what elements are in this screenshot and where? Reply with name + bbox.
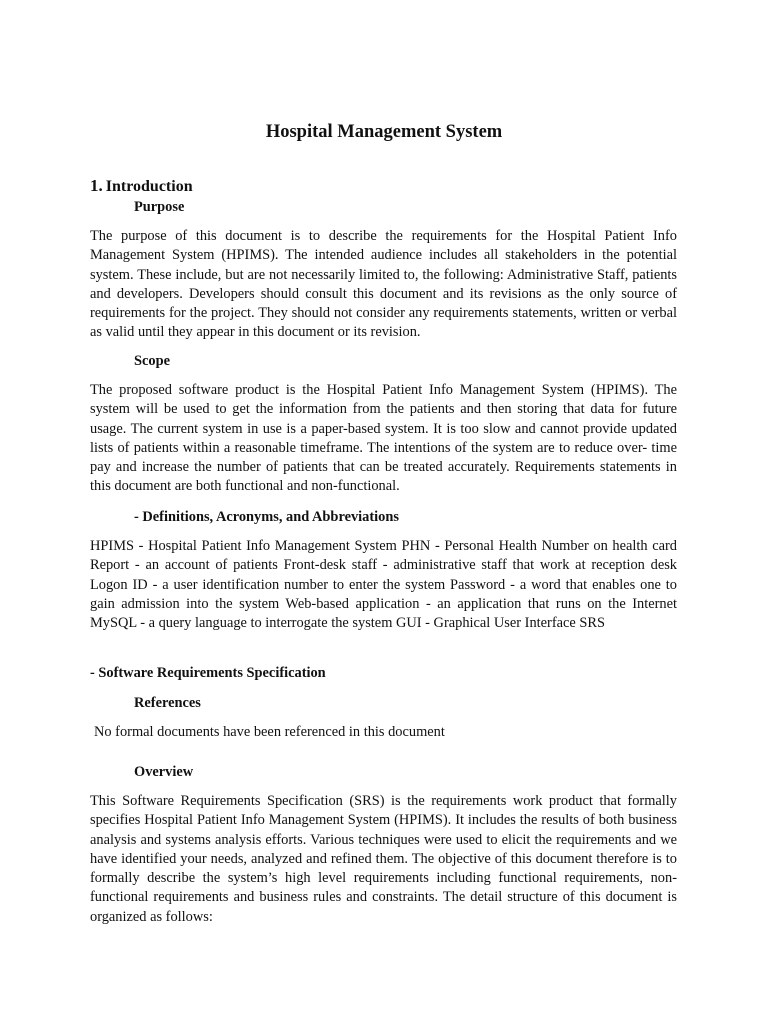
overview-heading: Overview [134, 764, 194, 780]
purpose-paragraph: The purpose of this document is to describe the requirements for the Hospital Patient Info Management System (HPIMS). The intended audience includes all stakeholders in the potential system. These include, but are not necessarily limited to, the following: Administrative Staff, patients and developers. Developers should consult this document and its revisions as the only source of requirements for the project. They should not consider any requirements statements, written or verbal as valid until they appear in this document or its revision. [90, 228, 677, 341]
definitions-heading: - Definitions, Acronyms, and Abbreviations [134, 509, 399, 525]
section-heading [90, 175, 193, 198]
section-number: 1. [90, 176, 103, 195]
srs-heading: - Software Requirements Specification [90, 665, 326, 681]
overview-paragraph: This Software Requirements Specification (SRS) is the requirements work product that formally specifies Hospital Patient Info Management System (HPIMS). It includes the results of both business analysis and systems analysis efforts. Various techniques were used to elicit the requirements and we have identified your needs, analyzed and refined them. The objective of this document therefore is to formally describe the system’s high level requirements including functional requirements, non-functional requirements and business rules and constraints. The detail structure of this document is organized as follows: [90, 793, 677, 925]
scope-heading: Scope [134, 353, 170, 369]
definitions-paragraph: HPIMS - Hospital Patient Info Management System PHN - Personal Health Number on health card Report - an account of patients Front-desk staff - administrative staff that work at reception desk Logon ID - a user identification number to enter the system Password - a word that enables one to gain admission into the system Web-based application - an application that runs on the Internet MySQL - a query language to interrogate the system GUI - Graphical User Interface SRS [90, 538, 677, 632]
document-title: Hospital Management System [265, 122, 503, 142]
scope-paragraph: The proposed software product is the Hospital Patient Info Management System (HPIMS). The system will be used to get the information from the patients and then storing that data for future usage. The current system in use is a paper-based system. It is too slow and cannot provide updated lists of patients within a reasonable timeframe. The intentions of the system are to reduce over- time pay and increase the number of patients that can be treated accurately. Requirements statements in this document are both functional and non-functional. [90, 382, 677, 495]
references-paragraph: No formal documents have been referenced in this document [94, 724, 445, 740]
purpose-heading: Purpose [134, 199, 185, 215]
section-title: Introduction [105, 178, 193, 195]
references-heading: References [134, 695, 201, 711]
